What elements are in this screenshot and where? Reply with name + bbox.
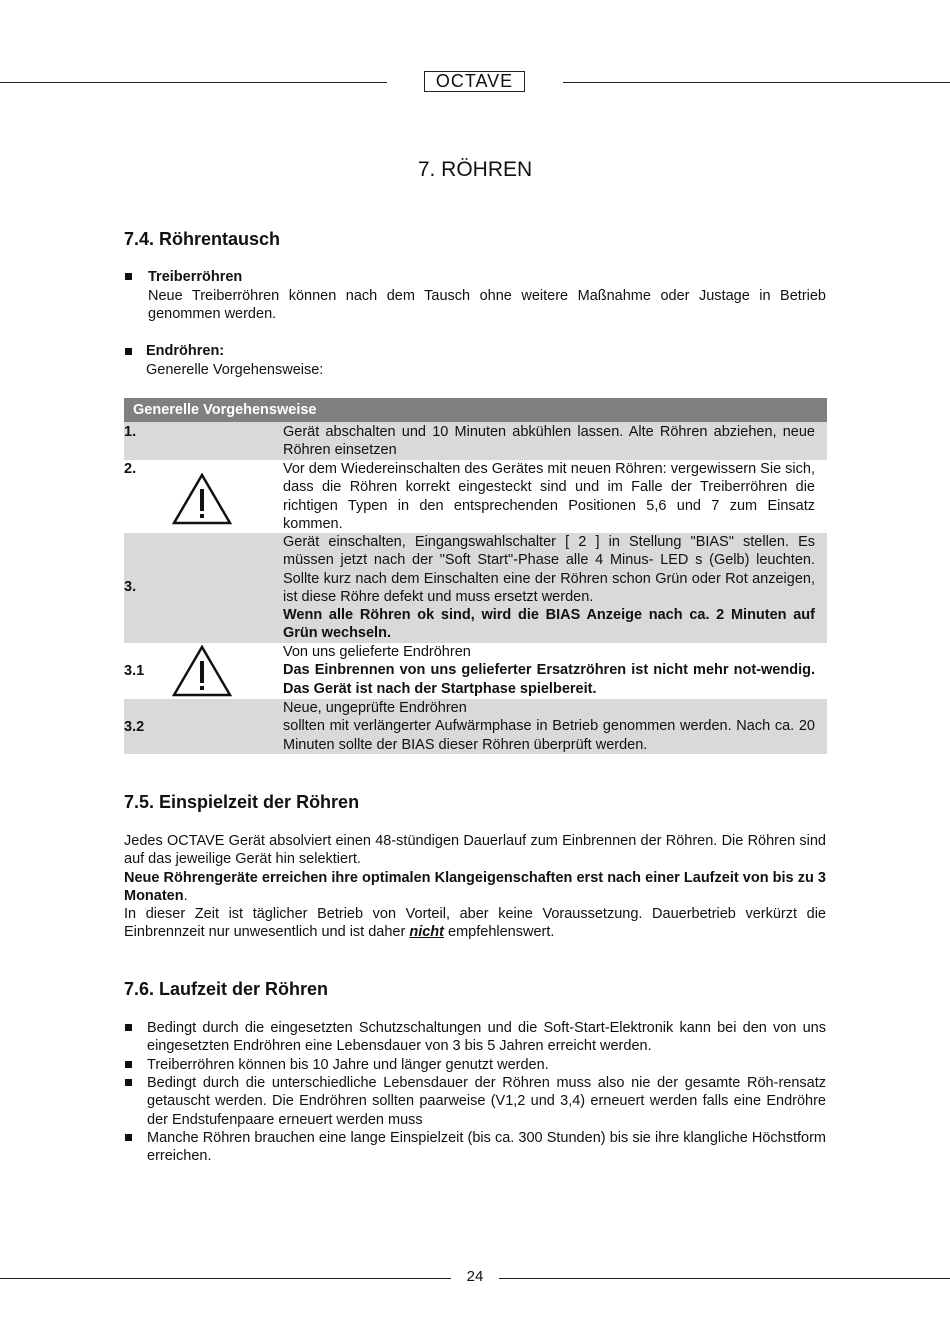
list-item: Bedingt durch die eingesetzten Schutzschaltungen und die Soft-Start-Elektronik kann bei den von uns eingesetzten Endröhren eine Lebensdauer von 3 bis 5 Jahren erreicht werden. — [147, 1020, 826, 1055]
row-number: 3. — [124, 579, 137, 595]
table-row — [124, 699, 827, 754]
row-number: 3.1 — [124, 663, 145, 679]
paragraph-text: Jedes OCTAVE Gerät absolviert einen 48-stündigen Dauerlauf zum Einbrennen der Röhren. Die Röhren sind auf das jeweilige Gerät hin selektiert. — [124, 833, 826, 868]
row-text — [283, 699, 815, 754]
paragraph-text: In dieser Zeit ist täglicher Betrieb von Vorteil, aber keine Voraussetzung. Dauerbetrieb verkürzt die Einbrennzeit nur unwesentlich und ist daher — [124, 906, 826, 941]
bullet-title-endroehren: Endröhren: — [146, 343, 225, 359]
header-rule-left — [0, 82, 387, 83]
paragraph-text: . — [183, 887, 188, 904]
row-text: Vor dem Wiedereinschalten des Gerätes mit neuen Röhren: vergewissern Sie sich, dass die Röhren korrekt eingesteckt sind und im Falle der Treiberröhren die richtigen Typen in den entsprechenden Positionen 5,6 und 7 zum Einsatz kommen. — [283, 461, 815, 532]
chapter-title: 7. RÖHREN — [417, 158, 533, 181]
bullet-text-endroehren: Generelle Vorgehensweise: — [146, 362, 324, 378]
row-text-normal-2: sollten mit verlängerter Aufwärmphase in Betrieb genommen werden. Nach ca. 20 Minuten sollte der BIAS dieser Röhren überprüft werden. — [283, 718, 815, 753]
list-item: Manche Röhren brauchen eine lange Einspielzeit (bis ca. 300 Stunden) bis sie ihre klangliche Höchstform erreichen. — [147, 1130, 826, 1165]
row-text-bold: Das Einbrennen von uns gelieferter Ersatzröhren ist nicht mehr not-wendig. Das Gerät ist nach der Startphase spielbereit. — [283, 662, 815, 697]
paragraph-bold-text: Neue Röhrengeräte erreichen ihre optimalen Klangeigenschaften erst nach einer Laufzeit von bis zu 3 Monaten — [124, 869, 826, 904]
section-7-5-body — [124, 832, 826, 942]
bullet-icon — [125, 1061, 132, 1068]
table-row — [124, 533, 827, 643]
list-item: Bedingt durch die unterschiedliche Lebensdauer der Röhren muss also nie der gesamte Röh-rensatz getauscht werden. Die Endröhren sollten paarweise (V1,2 und 3,4) erneuert werden falls eine Endröhre der Endstufenpaare erneuert werden muss — [147, 1075, 826, 1128]
table-header: Generelle Vorgehensweise — [124, 398, 827, 422]
emphasis-text: nicht — [409, 924, 444, 941]
bullet-icon — [125, 1024, 132, 1031]
row-text — [283, 643, 815, 698]
row-text — [283, 533, 815, 643]
row-text-normal: Neue, ungeprüfte Endröhren — [283, 700, 467, 716]
row-number: 2. — [124, 461, 137, 477]
row-number: 3.2 — [124, 719, 145, 735]
row-number: 1. — [124, 424, 137, 440]
table-row — [124, 643, 827, 699]
bullet-icon — [125, 273, 132, 280]
paragraph-text: empfehlenswert. — [443, 924, 555, 941]
row-text: Gerät abschalten und 10 Minuten abkühlen lassen. Alte Röhren abziehen, neue Röhren einsetzen — [283, 424, 815, 459]
octave-logo: OCTAVE — [424, 71, 525, 92]
procedure-table — [124, 398, 827, 754]
section-heading-7-4: 7.4. Röhrentausch — [124, 229, 281, 249]
warning-triangle-icon — [172, 473, 232, 525]
row-text-normal: Gerät einschalten, Eingangswahlschalter [ 2 ] in Stellung "BIAS" stellen. Es müssen jetzt nach der "Soft Start"-Phase alle 4 Minus- LED s (Gelb) leuchten. Sollte kurz nach dem Einschalten eine der Röhren schon Grün oder Rot anzeigen, ist diese Röhre defekt und muss ersetzt werden. — [283, 534, 815, 605]
row-text-bold: Wenn alle Röhren ok sind, wird die BIAS Anzeige nach ca. 2 Minuten auf Grün wechseln. — [283, 607, 815, 642]
bullet-icon — [125, 1134, 132, 1141]
table-row — [124, 460, 827, 533]
row-text-normal: Von uns gelieferte Endröhren — [283, 644, 471, 660]
bullet-title-treiberroehren: Treiberröhren — [148, 269, 243, 285]
bullet-icon — [125, 1079, 132, 1086]
bullet-icon — [125, 348, 132, 355]
page-number: 24 — [466, 1268, 484, 1285]
bullet-text-treiberroehren: Neue Treiberröhren können nach dem Tausch ohne weitere Maßnahme oder Justage in Betrieb genommen werden. — [148, 288, 826, 323]
section-heading-7-5: 7.5. Einspielzeit der Röhren — [124, 792, 360, 812]
list-item: Treiberröhren können bis 10 Jahre und länger genutzt werden. — [147, 1057, 549, 1073]
section-heading-7-6: 7.6. Laufzeit der Röhren — [124, 979, 329, 999]
table-row — [124, 422, 827, 460]
header-rule-right — [563, 82, 950, 83]
warning-triangle-icon — [172, 645, 232, 697]
